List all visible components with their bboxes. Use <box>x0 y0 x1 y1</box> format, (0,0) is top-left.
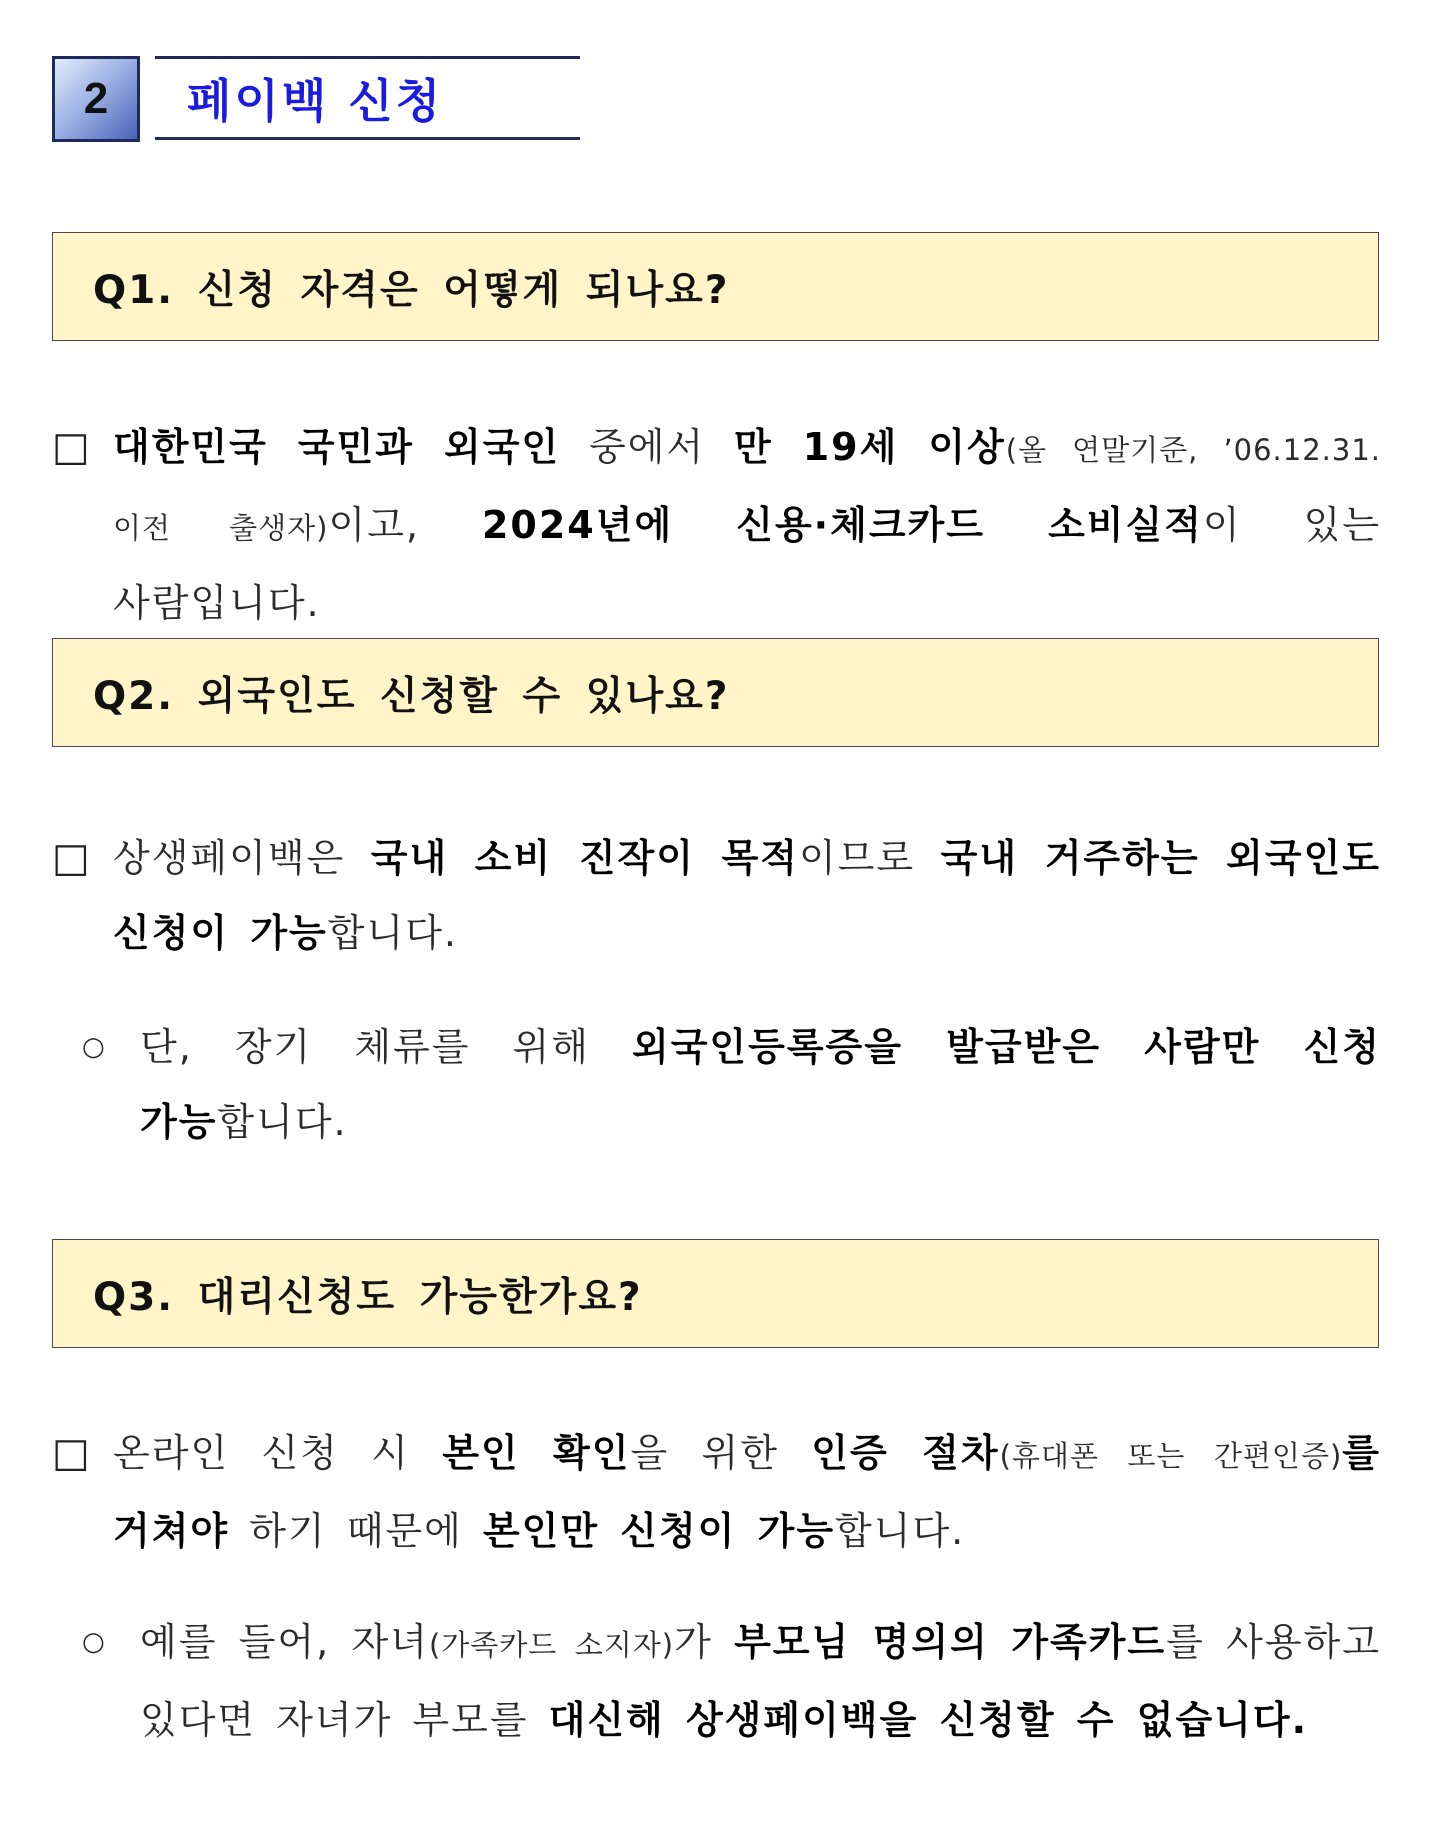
answer-2-note-segment: 외국인등록증을 발급받은 사람만 신청 가능 <box>140 1025 1381 1144</box>
answer-2-segment: 합니다. <box>327 911 458 955</box>
answer-1-segment: 이고, <box>328 503 482 547</box>
answer-1 <box>52 410 1381 641</box>
circle-bullet-marker: ○ <box>82 1627 105 1657</box>
answer-3-segment: 를 거쳐야 <box>113 1431 1381 1553</box>
checkbox-marker: □ <box>52 424 90 470</box>
section-title-bar <box>155 56 580 140</box>
answer-3-segment: 하기 때문에 <box>229 1509 483 1553</box>
answer-3-note-segment: 가 <box>674 1620 735 1664</box>
answer-1-segment: 만 19세 이상 <box>734 425 1006 469</box>
answer-1-segment: 대한민국 국민과 외국인 <box>113 425 561 469</box>
answer-1-note-parenthetical: (올 연말기준, ’06.12.31. 이전 출생자) <box>113 433 1381 545</box>
answer-3-segment: 인증 절차 <box>811 1431 1000 1475</box>
answer-3-segment: 본인 확인 <box>442 1431 631 1475</box>
answer-3-segment: 을 위한 <box>630 1431 812 1475</box>
section-title: 페이백 신청 <box>187 74 444 128</box>
question-1-text: Q1. 신청 자격은 어떻게 되나요? <box>93 267 730 313</box>
answer-3-note-segment: 를 사용하고 있다면 자녀가 부모를 <box>140 1620 1381 1742</box>
answer-1-segment: 이 있는 사람입니다. <box>113 503 1381 625</box>
checkbox-marker: □ <box>52 835 90 881</box>
answer-2-note-segment: 합니다. <box>217 1100 348 1144</box>
answer-2-segment: 이므로 <box>799 836 941 880</box>
answer-2-segment: 국내 거주하는 외국인도 신청이 가능 <box>113 836 1381 955</box>
answer-3 <box>52 1416 1381 1569</box>
answer-3-note-parenthetical: (가족카드 소지자) <box>428 1628 675 1662</box>
question-2-text: Q2. 외국인도 신청할 수 있나요? <box>93 673 730 719</box>
question-box-3 <box>52 1239 1379 1348</box>
answer-3-note <box>82 1605 1381 1758</box>
question-box-1 <box>52 232 1379 341</box>
answer-3-segment: 본인만 신청이 가능 <box>482 1509 836 1553</box>
answer-3-segment: 온라인 신청 시 <box>113 1431 443 1475</box>
answer-1-segment: 2024년에 신용·체크카드 소비실적 <box>481 503 1203 547</box>
answer-2-segment: 상생페이백은 <box>113 836 371 880</box>
question-box-2 <box>52 638 1379 747</box>
answer-2-note-segment: 단, 장기 체류를 위해 <box>140 1025 633 1069</box>
section-number-badge: 2 <box>52 56 140 142</box>
answer-3-segment: 합니다. <box>835 1509 966 1553</box>
circle-bullet-marker: ○ <box>82 1032 105 1062</box>
answer-3-note-segment: 대신해 상생페이백을 신청할 수 없습니다. <box>548 1698 1309 1742</box>
answer-2-segment: 국내 소비 진작이 목적 <box>370 836 800 880</box>
answer-3-parenthetical: (휴대폰 또는 간편인증) <box>999 1439 1343 1473</box>
answer-3-note-segment: 부모님 명의의 가족카드 <box>734 1620 1167 1664</box>
answer-3-note-segment: 예를 들어, 자녀 <box>140 1620 429 1664</box>
answer-2-note <box>82 1010 1381 1160</box>
answer-1-segment: 중에서 <box>560 425 735 469</box>
question-3-text: Q3. 대리신청도 가능한가요? <box>93 1274 643 1320</box>
checkbox-marker: □ <box>52 1430 90 1476</box>
answer-2 <box>52 821 1381 971</box>
